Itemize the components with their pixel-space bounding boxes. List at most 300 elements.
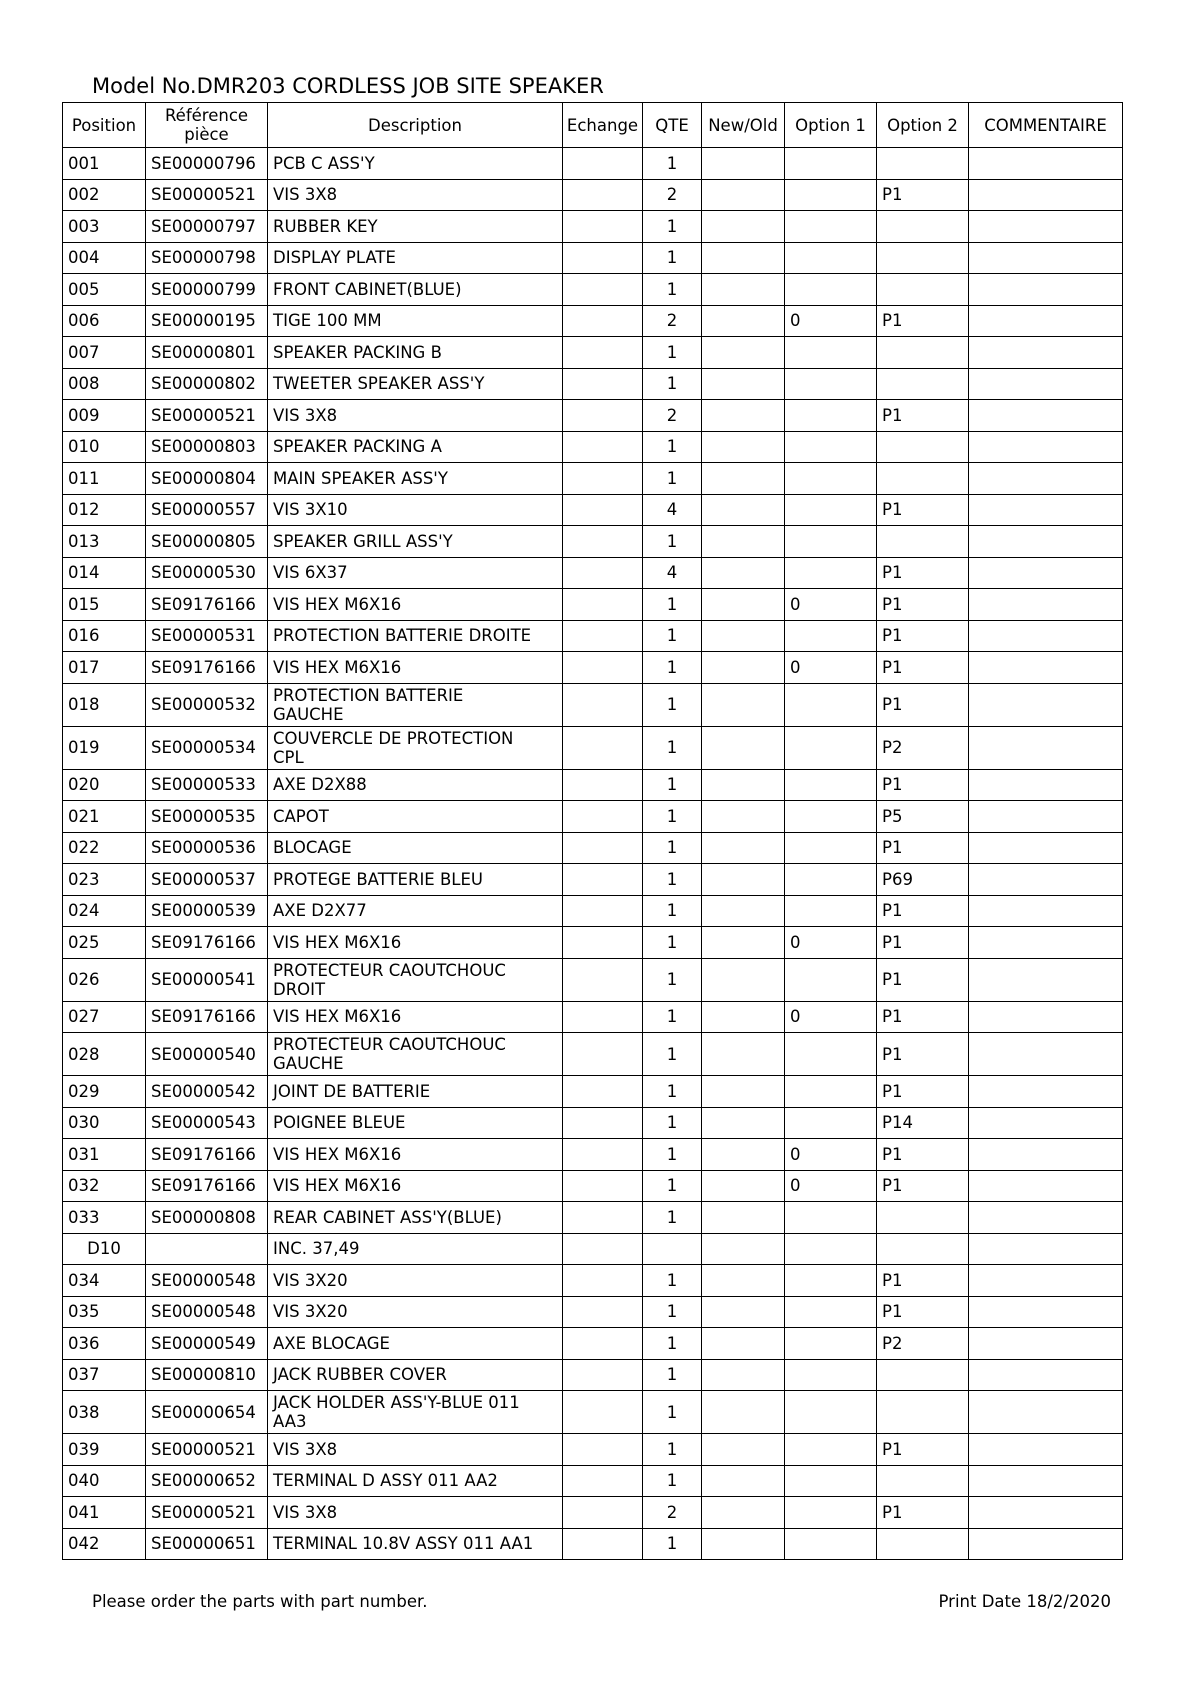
cell-new-old	[702, 1139, 785, 1171]
cell-description: PCB C ASS'Y	[268, 148, 563, 180]
footer-print-date: Print Date 18/2/2020	[938, 1592, 1111, 1611]
footer-note: Please order the parts with part number.	[92, 1592, 428, 1611]
cell-echange	[563, 242, 643, 274]
cell-reference: SE00000521	[146, 1434, 268, 1466]
table-row	[63, 1265, 1123, 1297]
column-header-echange: Echange	[563, 103, 643, 148]
cell-qte: 1	[643, 1202, 702, 1234]
cell-new-old	[702, 726, 785, 769]
cell-commentaire	[969, 1170, 1123, 1202]
cell-commentaire	[969, 368, 1123, 400]
cell-option-2: P1	[877, 1265, 969, 1297]
table-row	[63, 1497, 1123, 1529]
column-header-option-2: Option 2	[877, 103, 969, 148]
cell-qte: 1	[643, 1391, 702, 1434]
cell-option-1	[785, 179, 877, 211]
cell-echange	[563, 1076, 643, 1108]
cell-option-2	[877, 526, 969, 558]
cell-reference: SE00000808	[146, 1202, 268, 1234]
cell-option-1	[785, 242, 877, 274]
cell-qte: 2	[643, 305, 702, 337]
cell-description: VIS HEX M6X16	[268, 652, 563, 684]
column-header-qte: QTE	[643, 103, 702, 148]
cell-option-1	[785, 1497, 877, 1529]
cell-option-2	[877, 431, 969, 463]
table-row	[63, 895, 1123, 927]
cell-commentaire	[969, 274, 1123, 306]
cell-option-2	[877, 242, 969, 274]
table-row	[63, 864, 1123, 896]
cell-description: PROTECTION BATTERIE GAUCHE	[268, 683, 563, 726]
cell-description: VIS 3X20	[268, 1265, 563, 1297]
cell-reference: SE09176166	[146, 1170, 268, 1202]
parts-table	[62, 102, 1123, 1560]
cell-position: 003	[63, 211, 146, 243]
cell-position: 025	[63, 927, 146, 959]
cell-option-2: P1	[877, 1170, 969, 1202]
cell-option-2: P1	[877, 179, 969, 211]
cell-position: 029	[63, 1076, 146, 1108]
cell-option-1	[785, 337, 877, 369]
document-title: Model No.DMR203 CORDLESS JOB SITE SPEAKER	[92, 74, 604, 98]
cell-new-old	[702, 337, 785, 369]
cell-commentaire	[969, 801, 1123, 833]
cell-new-old	[702, 1497, 785, 1529]
cell-description: RUBBER KEY	[268, 211, 563, 243]
cell-commentaire	[969, 400, 1123, 432]
cell-option-1	[785, 1296, 877, 1328]
cell-description: JACK RUBBER COVER	[268, 1359, 563, 1391]
cell-option-2: P1	[877, 895, 969, 927]
cell-reference: SE00000521	[146, 179, 268, 211]
table-row	[63, 463, 1123, 495]
cell-description: REAR CABINET ASS'Y(BLUE)	[268, 1202, 563, 1234]
cell-description: POIGNEE BLEUE	[268, 1107, 563, 1139]
cell-commentaire	[969, 557, 1123, 589]
cell-reference: SE00000810	[146, 1359, 268, 1391]
cell-qte: 2	[643, 400, 702, 432]
cell-position: 022	[63, 832, 146, 864]
table-header-row	[63, 103, 1123, 148]
cell-position: 023	[63, 864, 146, 896]
cell-echange	[563, 526, 643, 558]
cell-option-2: P1	[877, 958, 969, 1001]
table-row	[63, 1465, 1123, 1497]
table-row	[63, 1391, 1123, 1434]
cell-new-old	[702, 589, 785, 621]
cell-new-old	[702, 557, 785, 589]
cell-position: 032	[63, 1170, 146, 1202]
cell-echange	[563, 494, 643, 526]
cell-new-old	[702, 958, 785, 1001]
table-row	[63, 337, 1123, 369]
cell-option-1	[785, 1107, 877, 1139]
cell-description: PROTEGE BATTERIE BLEU	[268, 864, 563, 896]
cell-option-2: P5	[877, 801, 969, 833]
cell-new-old	[702, 211, 785, 243]
cell-commentaire	[969, 337, 1123, 369]
cell-option-1	[785, 1434, 877, 1466]
cell-new-old	[702, 864, 785, 896]
cell-description: MAIN SPEAKER ASS'Y	[268, 463, 563, 495]
cell-option-1	[785, 1465, 877, 1497]
cell-reference: SE00000521	[146, 1497, 268, 1529]
cell-commentaire	[969, 927, 1123, 959]
cell-option-2: P1	[877, 305, 969, 337]
cell-option-2: P1	[877, 400, 969, 432]
cell-option-1	[785, 1076, 877, 1108]
cell-description: COUVERCLE DE PROTECTION CPL	[268, 726, 563, 769]
cell-echange	[563, 179, 643, 211]
cell-echange	[563, 1328, 643, 1360]
cell-new-old	[702, 148, 785, 180]
cell-new-old	[702, 1391, 785, 1434]
cell-position: 013	[63, 526, 146, 558]
cell-option-1: 0	[785, 589, 877, 621]
cell-new-old	[702, 927, 785, 959]
cell-new-old	[702, 368, 785, 400]
cell-position: 007	[63, 337, 146, 369]
cell-description: TERMINAL 10.8V ASSY 011 AA1	[268, 1528, 563, 1560]
cell-position: 041	[63, 1497, 146, 1529]
cell-option-2: P1	[877, 683, 969, 726]
table-row	[63, 1528, 1123, 1560]
cell-echange	[563, 620, 643, 652]
table-row	[63, 179, 1123, 211]
cell-commentaire	[969, 242, 1123, 274]
cell-qte: 1	[643, 832, 702, 864]
cell-option-2: P1	[877, 620, 969, 652]
cell-position: 027	[63, 1001, 146, 1033]
cell-qte: 1	[643, 958, 702, 1001]
cell-position: 002	[63, 179, 146, 211]
column-header-commentaire: COMMENTAIRE	[969, 103, 1123, 148]
table-row	[63, 1359, 1123, 1391]
cell-qte: 1	[643, 1107, 702, 1139]
table-row	[63, 526, 1123, 558]
table-row	[63, 726, 1123, 769]
cell-position: 033	[63, 1202, 146, 1234]
cell-description: AXE D2X77	[268, 895, 563, 927]
cell-position: 018	[63, 683, 146, 726]
table-row	[63, 368, 1123, 400]
cell-commentaire	[969, 683, 1123, 726]
cell-commentaire	[969, 1033, 1123, 1076]
cell-commentaire	[969, 179, 1123, 211]
cell-echange	[563, 337, 643, 369]
cell-option-2: P1	[877, 1076, 969, 1108]
cell-option-1	[785, 494, 877, 526]
cell-qte: 1	[643, 1265, 702, 1297]
cell-qte: 1	[643, 274, 702, 306]
cell-description: AXE D2X88	[268, 769, 563, 801]
cell-reference: SE00000796	[146, 148, 268, 180]
cell-option-1: 0	[785, 1170, 877, 1202]
cell-reference: SE09176166	[146, 1139, 268, 1171]
cell-reference: SE00000530	[146, 557, 268, 589]
cell-description: TWEETER SPEAKER ASS'Y	[268, 368, 563, 400]
cell-echange	[563, 1107, 643, 1139]
cell-position: 031	[63, 1139, 146, 1171]
cell-reference: SE00000541	[146, 958, 268, 1001]
cell-reference: SE00000548	[146, 1265, 268, 1297]
cell-option-1: 0	[785, 927, 877, 959]
cell-commentaire	[969, 1265, 1123, 1297]
cell-new-old	[702, 652, 785, 684]
cell-qte: 1	[643, 1001, 702, 1033]
cell-option-1	[785, 726, 877, 769]
cell-position: 026	[63, 958, 146, 1001]
table-row	[63, 211, 1123, 243]
cell-description: VIS 3X20	[268, 1296, 563, 1328]
cell-echange	[563, 1465, 643, 1497]
cell-option-1	[785, 400, 877, 432]
cell-qte: 1	[643, 431, 702, 463]
cell-reference: SE00000797	[146, 211, 268, 243]
cell-description: VIS HEX M6X16	[268, 927, 563, 959]
cell-description: VIS 3X8	[268, 400, 563, 432]
cell-qte: 1	[643, 927, 702, 959]
cell-qte: 1	[643, 1434, 702, 1466]
cell-new-old	[702, 431, 785, 463]
cell-option-2	[877, 148, 969, 180]
cell-position: 008	[63, 368, 146, 400]
cell-description: PROTECTEUR CAOUTCHOUC GAUCHE	[268, 1033, 563, 1076]
cell-reference: SE00000195	[146, 305, 268, 337]
cell-position: 010	[63, 431, 146, 463]
cell-new-old	[702, 1296, 785, 1328]
cell-reference: SE00000536	[146, 832, 268, 864]
cell-commentaire	[969, 1359, 1123, 1391]
cell-new-old	[702, 494, 785, 526]
cell-option-2	[877, 337, 969, 369]
cell-new-old	[702, 1001, 785, 1033]
cell-echange	[563, 1391, 643, 1434]
cell-reference: SE00000521	[146, 400, 268, 432]
cell-qte: 1	[643, 864, 702, 896]
cell-qte: 1	[643, 242, 702, 274]
cell-option-2: P1	[877, 557, 969, 589]
cell-echange	[563, 368, 643, 400]
cell-option-1	[785, 463, 877, 495]
cell-echange	[563, 400, 643, 432]
cell-qte: 1	[643, 652, 702, 684]
cell-description: INC. 37,49	[268, 1233, 563, 1265]
cell-new-old	[702, 1359, 785, 1391]
cell-position: 005	[63, 274, 146, 306]
cell-position: 004	[63, 242, 146, 274]
cell-qte: 1	[643, 1528, 702, 1560]
cell-new-old	[702, 801, 785, 833]
cell-qte: 2	[643, 179, 702, 211]
cell-echange	[563, 1170, 643, 1202]
table-row	[63, 1107, 1123, 1139]
cell-new-old	[702, 683, 785, 726]
cell-commentaire	[969, 726, 1123, 769]
cell-echange	[563, 726, 643, 769]
cell-option-2	[877, 274, 969, 306]
cell-position: 020	[63, 769, 146, 801]
cell-qte: 1	[643, 1139, 702, 1171]
cell-position: 016	[63, 620, 146, 652]
cell-commentaire	[969, 1465, 1123, 1497]
cell-reference: SE00000548	[146, 1296, 268, 1328]
cell-position: 015	[63, 589, 146, 621]
cell-position: 017	[63, 652, 146, 684]
cell-echange	[563, 211, 643, 243]
cell-echange	[563, 589, 643, 621]
cell-option-2: P69	[877, 864, 969, 896]
cell-reference: SE09176166	[146, 1001, 268, 1033]
cell-option-2	[877, 1202, 969, 1234]
table-row	[63, 958, 1123, 1001]
cell-option-2	[877, 1465, 969, 1497]
cell-echange	[563, 1296, 643, 1328]
cell-reference: SE00000540	[146, 1033, 268, 1076]
cell-echange	[563, 557, 643, 589]
cell-commentaire	[969, 832, 1123, 864]
cell-option-2: P1	[877, 1434, 969, 1466]
cell-new-old	[702, 526, 785, 558]
table-row	[63, 927, 1123, 959]
cell-reference: SE00000542	[146, 1076, 268, 1108]
table-row	[63, 557, 1123, 589]
cell-description: TIGE 100 MM	[268, 305, 563, 337]
cell-qte: 1	[643, 1296, 702, 1328]
cell-option-2: P2	[877, 1328, 969, 1360]
cell-echange	[563, 864, 643, 896]
cell-option-1	[785, 557, 877, 589]
cell-new-old	[702, 1107, 785, 1139]
cell-echange	[563, 1033, 643, 1076]
cell-reference	[146, 1233, 268, 1265]
cell-new-old	[702, 1233, 785, 1265]
cell-reference: SE00000549	[146, 1328, 268, 1360]
cell-echange	[563, 895, 643, 927]
cell-option-2: P1	[877, 1001, 969, 1033]
cell-qte: 1	[643, 1170, 702, 1202]
cell-reference: SE09176166	[146, 589, 268, 621]
cell-option-1	[785, 801, 877, 833]
cell-new-old	[702, 242, 785, 274]
cell-option-1	[785, 864, 877, 896]
cell-new-old	[702, 305, 785, 337]
cell-reference: SE00000535	[146, 801, 268, 833]
cell-option-2: P1	[877, 769, 969, 801]
cell-description: VIS 3X8	[268, 179, 563, 211]
table-row	[63, 832, 1123, 864]
cell-echange	[563, 1434, 643, 1466]
cell-option-2	[877, 1391, 969, 1434]
cell-new-old	[702, 400, 785, 432]
cell-reference: SE00000533	[146, 769, 268, 801]
cell-new-old	[702, 1076, 785, 1108]
table-row	[63, 305, 1123, 337]
cell-position: 021	[63, 801, 146, 833]
cell-position: 036	[63, 1328, 146, 1360]
cell-option-2	[877, 368, 969, 400]
table-row	[63, 1001, 1123, 1033]
cell-position: 006	[63, 305, 146, 337]
cell-option-1	[785, 832, 877, 864]
cell-reference: SE00000532	[146, 683, 268, 726]
cell-new-old	[702, 1265, 785, 1297]
cell-echange	[563, 1528, 643, 1560]
cell-description: VIS 3X10	[268, 494, 563, 526]
cell-qte: 1	[643, 1033, 702, 1076]
cell-reference: SE00000539	[146, 895, 268, 927]
table-row	[63, 1434, 1123, 1466]
cell-option-1: 0	[785, 305, 877, 337]
cell-qte: 1	[643, 683, 702, 726]
cell-echange	[563, 463, 643, 495]
cell-description: PROTECTION BATTERIE DROITE	[268, 620, 563, 652]
cell-reference: SE00000537	[146, 864, 268, 896]
cell-new-old	[702, 1170, 785, 1202]
cell-option-1: 0	[785, 1139, 877, 1171]
cell-option-2: P2	[877, 726, 969, 769]
cell-option-1: 0	[785, 652, 877, 684]
cell-description: SPEAKER GRILL ASS'Y	[268, 526, 563, 558]
column-header-description: Description	[268, 103, 563, 148]
cell-description: VIS 3X8	[268, 1497, 563, 1529]
cell-option-2	[877, 1233, 969, 1265]
table-row	[63, 1328, 1123, 1360]
cell-description: SPEAKER PACKING A	[268, 431, 563, 463]
cell-commentaire	[969, 652, 1123, 684]
cell-option-1	[785, 769, 877, 801]
cell-commentaire	[969, 1296, 1123, 1328]
cell-commentaire	[969, 589, 1123, 621]
cell-option-1	[785, 1033, 877, 1076]
cell-commentaire	[969, 148, 1123, 180]
cell-qte: 1	[643, 589, 702, 621]
cell-option-1	[785, 1528, 877, 1560]
cell-qte: 2	[643, 1497, 702, 1529]
cell-echange	[563, 431, 643, 463]
cell-echange	[563, 148, 643, 180]
cell-qte: 1	[643, 726, 702, 769]
cell-new-old	[702, 1033, 785, 1076]
cell-position: 030	[63, 1107, 146, 1139]
table-row	[63, 242, 1123, 274]
cell-option-2: P1	[877, 589, 969, 621]
cell-description: VIS HEX M6X16	[268, 1170, 563, 1202]
cell-option-2	[877, 1528, 969, 1560]
table-row	[63, 683, 1123, 726]
cell-commentaire	[969, 895, 1123, 927]
table-row	[63, 274, 1123, 306]
cell-description: CAPOT	[268, 801, 563, 833]
cell-position: D10	[63, 1233, 146, 1265]
cell-commentaire	[969, 769, 1123, 801]
cell-echange	[563, 832, 643, 864]
cell-reference: SE00000557	[146, 494, 268, 526]
table-row	[63, 494, 1123, 526]
cell-description: VIS HEX M6X16	[268, 1139, 563, 1171]
cell-commentaire	[969, 620, 1123, 652]
cell-position: 039	[63, 1434, 146, 1466]
cell-description: VIS HEX M6X16	[268, 589, 563, 621]
cell-qte: 4	[643, 494, 702, 526]
cell-option-2: P1	[877, 652, 969, 684]
cell-commentaire	[969, 958, 1123, 1001]
cell-commentaire	[969, 1233, 1123, 1265]
cell-new-old	[702, 179, 785, 211]
table-row	[63, 1033, 1123, 1076]
cell-new-old	[702, 1528, 785, 1560]
cell-new-old	[702, 895, 785, 927]
